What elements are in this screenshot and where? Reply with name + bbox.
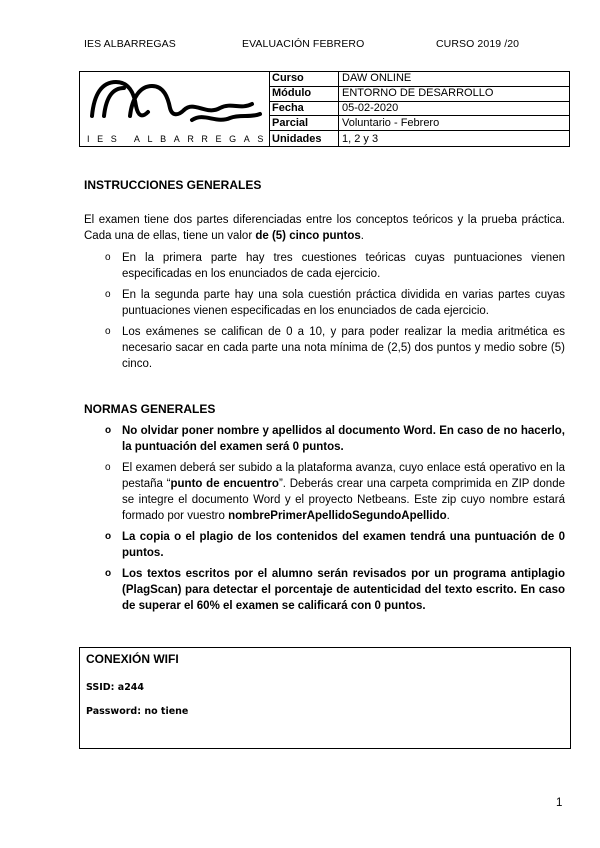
list-item: [84, 460, 565, 524]
bullet-circle-icon: o: [105, 531, 112, 542]
list-item: [84, 250, 565, 282]
header-exam: EVALUACIÓN FEBRERO: [242, 38, 365, 50]
info-box: [79, 71, 570, 147]
bullet-text-a: El examen deberá ser subido a la plataforma avanza, cuyo enlace está operativo en la pestaña “: [122, 462, 565, 490]
list-item: [84, 566, 565, 614]
bullet-text: Los textos escritos por el alumno serán revisados por un programa antiplagio (PlagScan) para detectar el porcentaje de autenticidad del texto escrito. En caso de superar el 60% el examen se calificará con 0 puntos.: [122, 568, 565, 612]
list-item: [84, 529, 565, 561]
wifi-ssid: SSID: a244: [86, 682, 145, 693]
bullet-text: La copia o el plagio de los contenidos del examen tendrá una puntuación de 0 puntos.: [122, 531, 565, 559]
logo-cell: [80, 72, 270, 146]
row-value-unidades: 1, 2 y 3: [342, 132, 379, 145]
school-logo-icon: [80, 72, 269, 134]
intro-bold: de (5) cinco puntos: [255, 230, 361, 242]
info-table: [269, 72, 570, 147]
bullet-text: No olvidar poner nombre y apellidos al documento Word. En caso de no hacerlo, la puntuación del examen será 0 puntos.: [122, 425, 565, 453]
bullet-circle-icon: o: [105, 289, 111, 300]
list-item: [84, 287, 565, 319]
row-value-modulo: ENTORNO DE DESARROLLO: [339, 86, 571, 101]
bullet-circle-icon: o: [105, 462, 111, 473]
wifi-password: Password: no tiene: [86, 706, 189, 717]
bullet-text: En la primera parte hay tres cuestiones teóricas cuyas puntuaciones vienen especificadas en los enunciados de cada ejercicio.: [122, 252, 565, 280]
section-title-normas: NORMAS GENERALES: [84, 402, 216, 416]
list-item: [84, 423, 565, 455]
intro-text: El examen tiene dos partes diferenciadas entre los conceptos teóricos y la prueba práctica. Cada una de ellas, tiene un valor: [84, 214, 565, 242]
bullet-circle-icon: o: [105, 252, 111, 263]
bullet-bold-filename: nombrePrimerApellidoSegundoApellido: [228, 510, 447, 522]
bullet-text: En la segunda parte hay una sola cuestión práctica dividida en varias partes cuyas puntuaciones vienen especificadas en los enunciados de cada ejercicio.: [122, 289, 565, 317]
header-school: IES ALBARREGAS: [84, 38, 176, 50]
bullet-bold-link-name: punto de encuentro: [170, 478, 279, 490]
bullet-text-e: .: [446, 510, 450, 522]
table-row: [269, 116, 570, 131]
instrucciones-intro: [84, 212, 565, 244]
instrucciones-list: [84, 250, 565, 377]
bullet-circle-icon: o: [105, 425, 112, 436]
bullet-circle-icon: o: [105, 568, 112, 579]
bullet-text-c: ”. Deberás crear una carpeta comprimida en ZIP donde se integre el documento Word y el proyecto Netbeans. Este zip cuyo nombre estará formado por vuestro: [122, 478, 565, 522]
row-value-fecha: 05-02-2020: [339, 101, 571, 116]
row-label-curso: Curso: [269, 72, 339, 86]
row-value-parcial: Voluntario - Febrero: [339, 116, 571, 131]
table-row: [269, 101, 570, 116]
wifi-box: [79, 647, 571, 749]
intro-end: .: [360, 230, 364, 242]
logo-caption: IES ALBARREGAS: [87, 134, 271, 144]
row-label-parcial: Parcial: [269, 116, 339, 131]
header-course: CURSO 2019 /20: [436, 38, 520, 50]
normas-list: [84, 423, 565, 619]
page-number: 1: [556, 797, 563, 809]
section-title-instrucciones: INSTRUCCIONES GENERALES: [84, 178, 262, 192]
bullet-text: Los exámenes se califican de 0 a 10, y para poder realizar la media aritmética es necesario sacar en cada parte una nota mínima de (2,5) dos puntos y medio sobre (5) cinco.: [122, 326, 565, 370]
row-label-fecha: Fecha: [269, 101, 339, 116]
list-item: [84, 324, 565, 372]
row-label-modulo: Módulo: [269, 86, 339, 101]
table-row: [269, 72, 570, 86]
table-row: [269, 86, 570, 101]
table-row: [269, 131, 570, 148]
row-label-unidades: Unidades: [269, 131, 339, 148]
wifi-title: CONEXIÓN WIFI: [86, 652, 179, 666]
bullet-circle-icon: o: [105, 326, 111, 337]
row-value-curso: DAW ONLINE: [339, 72, 571, 86]
